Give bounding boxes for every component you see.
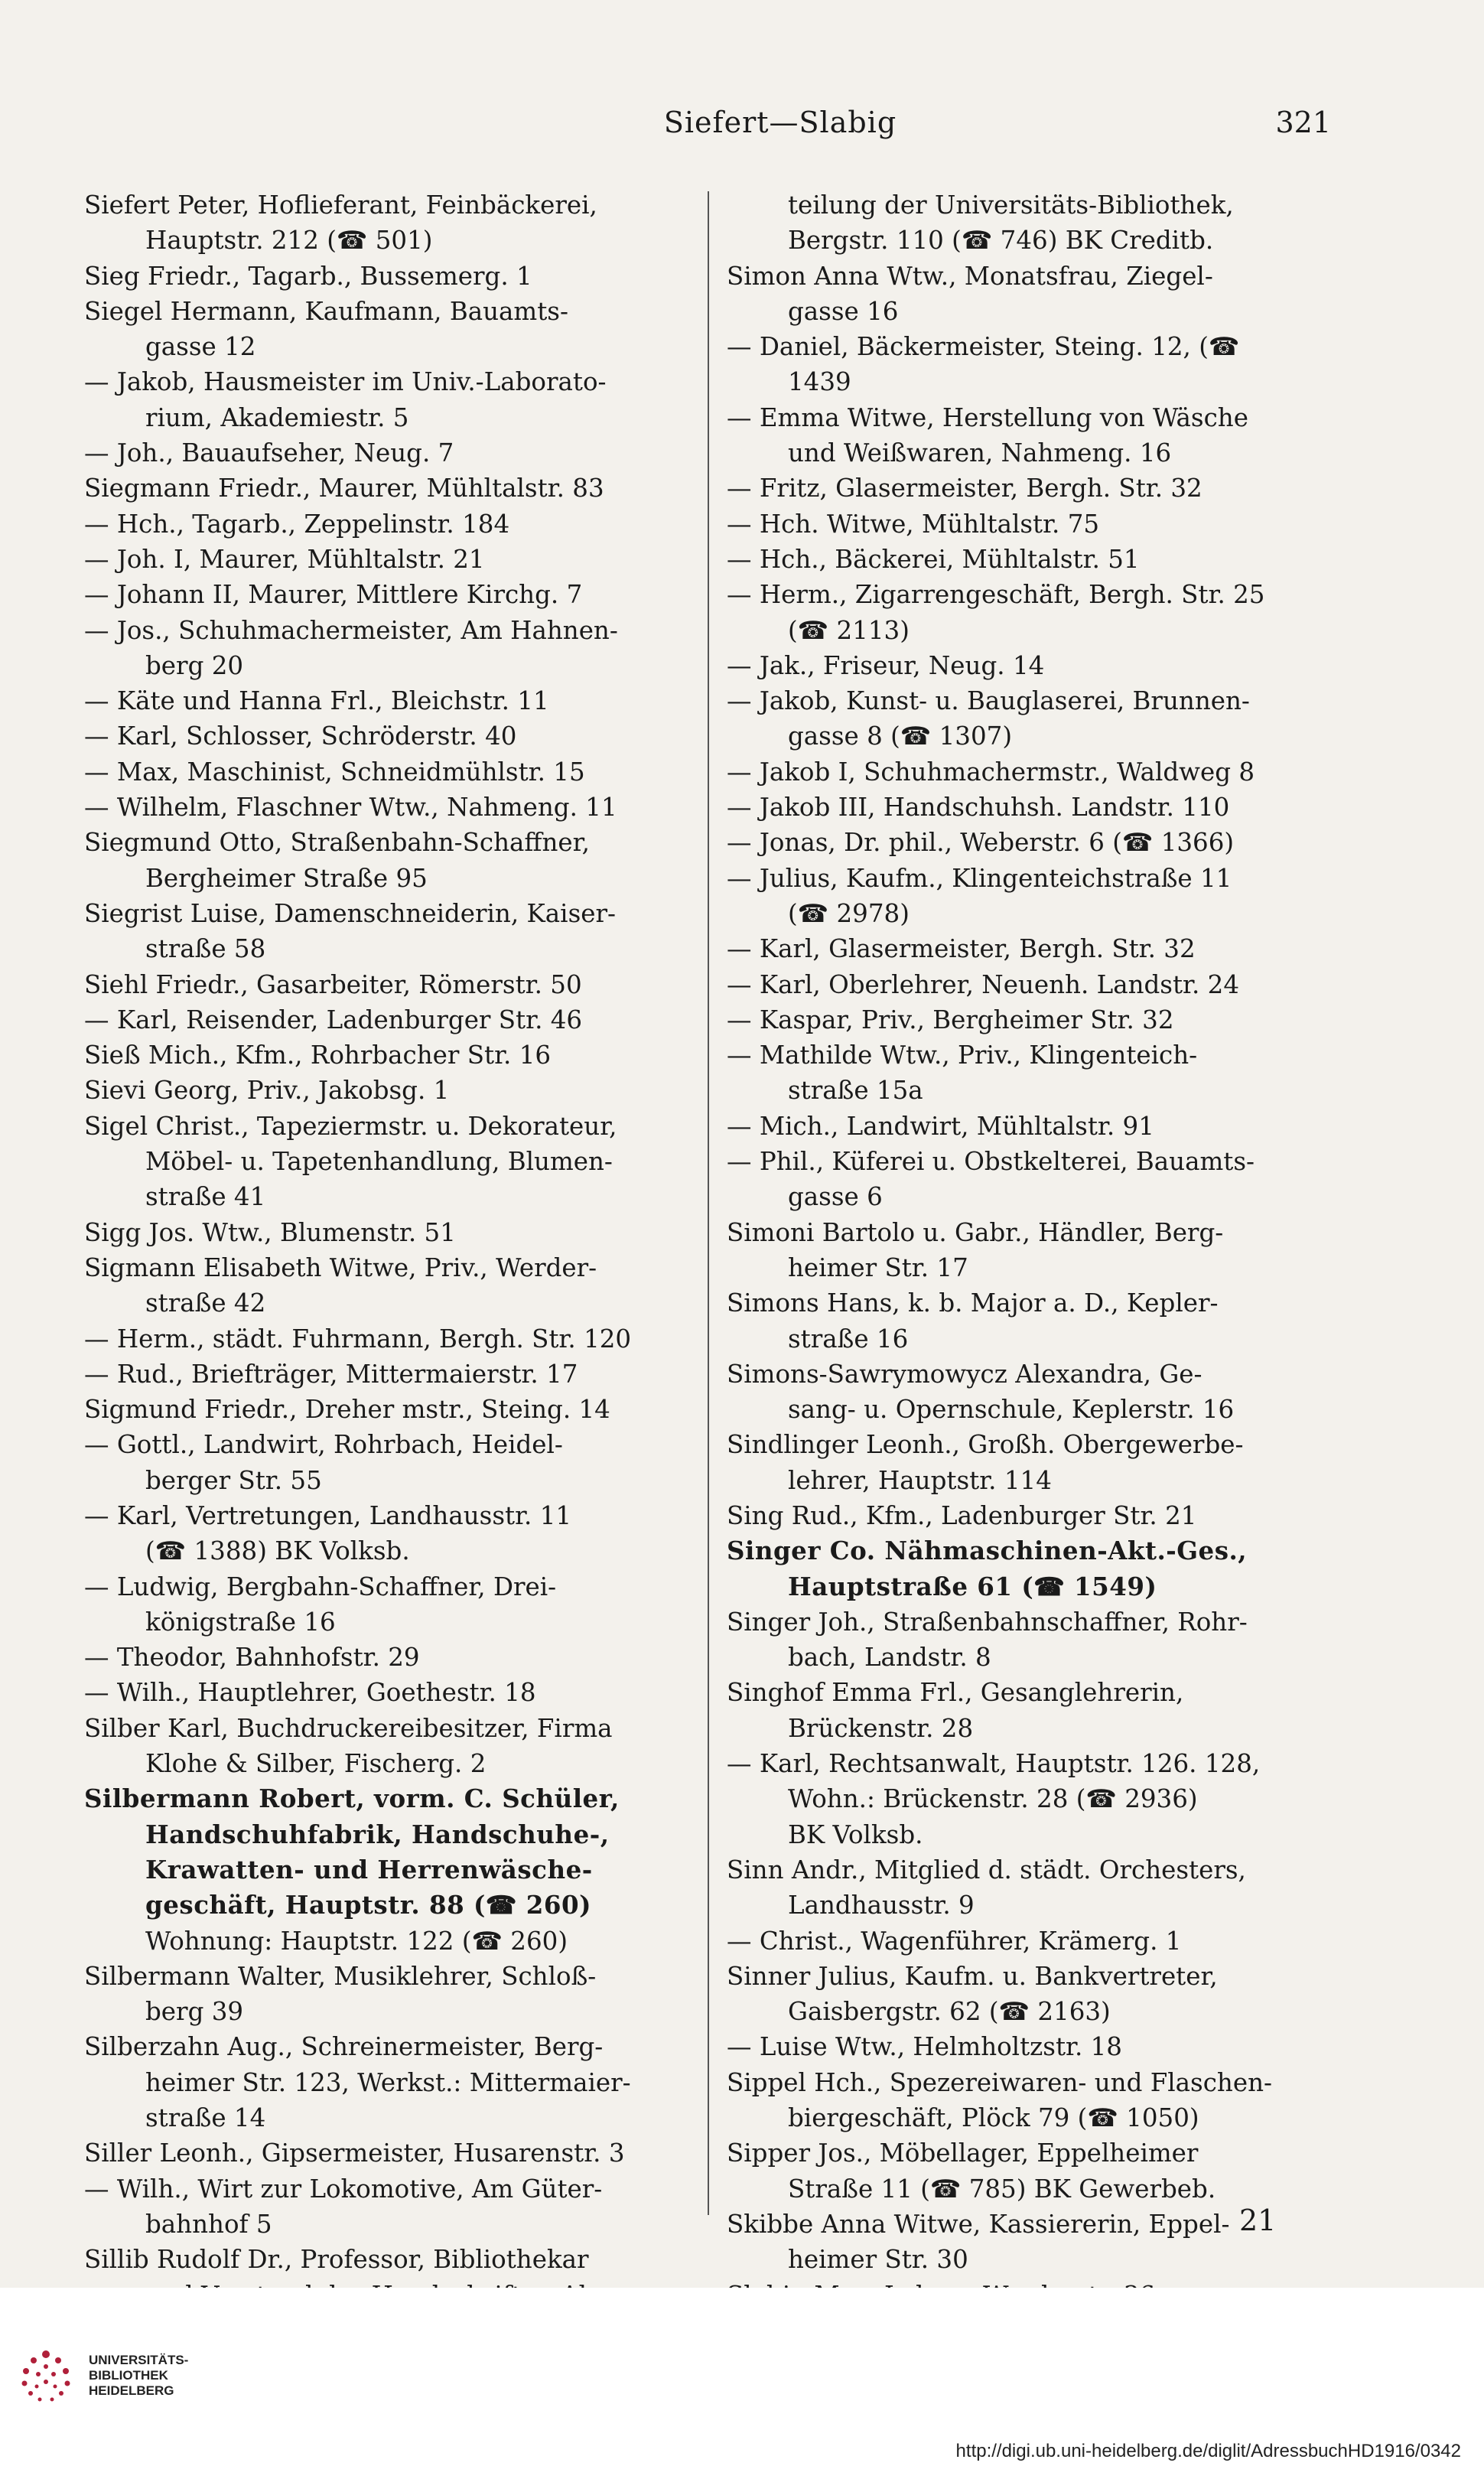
directory-line: (☎ 2978) (788, 898, 910, 928)
directory-line: Handschuhfabrik, Handschuhe-, (145, 1819, 610, 1849)
directory-line: Silbermann Robert, vorm. C. Schüler, (84, 1783, 620, 1814)
directory-line: — Wilh., Wirt zur Lokomotive, Am Güter- (84, 2174, 603, 2204)
right-column (727, 187, 1369, 2313)
directory-line: Gaisbergstr. 62 (☎ 2163) (788, 1997, 1111, 2027)
directory-line: Singer Joh., Straßenbahnschaffner, Rohr- (727, 1607, 1248, 1637)
directory-line: — Ludwig, Bergbahn-Schaffner, Drei- (84, 1572, 557, 1601)
directory-line: — Karl, Vertretungen, Landhausstr. 11 (84, 1500, 572, 1530)
directory-line: — Jonas, Dr. phil., Weberstr. 6 (☎ 1366) (727, 828, 1235, 858)
directory-line: gasse 16 (788, 296, 899, 326)
directory-line: Sieg Friedr., Tagarb., Bussemerg. 1 (84, 261, 532, 291)
directory-line: — Jakob, Hausmeister im Univ.-Laborato- (84, 367, 607, 397)
directory-line: Singer Co. Nähmaschinen-Akt.-Ges., (727, 1536, 1248, 1566)
directory-line: biergeschäft, Plöck 79 (☎ 1050) (788, 2103, 1199, 2133)
directory-line: gasse 6 (788, 1182, 883, 1212)
directory-line: Simons-Sawrymowycz Alexandra, Ge- (727, 1359, 1202, 1389)
source-url[interactable]: http://digi.ub.uni-heidelberg.de/diglit/AdressbuchHD1916/0342 (955, 2441, 1461, 2461)
directory-line: lehrer, Hauptstr. 114 (788, 1465, 1052, 1495)
directory-line: — Karl, Reisender, Ladenburger Str. 46 (84, 1005, 583, 1034)
directory-line: Sigmund Friedr., Dreher mstr., Steing. 14 (84, 1395, 610, 1425)
footer (0, 2288, 1484, 2492)
directory-line: — Hch. Witwe, Mühltalstr. 75 (727, 509, 1100, 539)
directory-line: sang- u. Opernschule, Keplerstr. 16 (788, 1395, 1235, 1425)
column-divider (708, 191, 709, 2215)
logo-line: HEIDELBERG (89, 2383, 174, 2398)
running-head: Siefert—Slabig (663, 106, 897, 139)
directory-line: heimer Str. 123, Werkst.: Mittermaier- (145, 2067, 631, 2097)
directory-line: — Rud., Briefträger, Mittermaierstr. 17 (84, 1359, 578, 1389)
directory-line: — Theodor, Bahnhofstr. 29 (84, 1643, 420, 1673)
directory-line: Sindlinger Leonh., Großh. Obergewerbe- (727, 1430, 1244, 1460)
directory-line: — Mich., Landwirt, Mühltalstr. 91 (727, 1111, 1154, 1141)
directory-line: — Karl, Oberlehrer, Neuenh. Landstr. 24 (727, 969, 1240, 999)
directory-line: straße 14 (145, 2103, 266, 2133)
directory-line: Siehl Friedr., Gasarbeiter, Römerstr. 50 (84, 969, 582, 999)
directory-line: heimer Str. 30 (788, 2245, 968, 2275)
directory-line: Hauptstraße 61 (☎ 1549) (788, 1571, 1157, 1601)
directory-line: Bergheimer Straße 95 (145, 863, 428, 893)
directory-line: — Phil., Küferei u. Obstkelterei, Bauamts- (727, 1147, 1255, 1177)
directory-line: (☎ 2113) (788, 615, 910, 645)
directory-line: Brückenstr. 28 (788, 1713, 974, 1743)
directory-line: Silbermann Walter, Musiklehrer, Schloß- (84, 1961, 597, 1991)
directory-line: — Karl, Glasermeister, Bergh. Str. 32 (727, 934, 1196, 964)
directory-line: gasse 12 (145, 332, 256, 362)
directory-line: berg 39 (145, 1997, 244, 2027)
university-seal-icon (15, 2345, 76, 2406)
directory-line: straße 16 (788, 1324, 909, 1353)
directory-line: — Johann II, Maurer, Mittlere Kirchg. 7 (84, 580, 583, 610)
directory-line: — Christ., Wagenführer, Krämerg. 1 (727, 1926, 1182, 1956)
directory-line: — Jakob III, Handschuhsh. Landstr. 110 (727, 793, 1230, 823)
directory-line: Singhof Emma Frl., Gesanglehrerin, (727, 1678, 1184, 1708)
directory-line: Wohnung: Hauptstr. 122 (☎ 260) (145, 1926, 568, 1956)
directory-line: bach, Landstr. 8 (788, 1643, 991, 1673)
directory-line: berg 20 (145, 650, 244, 680)
directory-line: Sipper Jos., Möbellager, Eppelheimer (727, 2139, 1199, 2168)
directory-line: 1439 (788, 367, 851, 397)
directory-line: — Herm., städt. Fuhrmann, Bergh. Str. 120 (84, 1324, 632, 1353)
directory-line: Siller Leonh., Gipsermeister, Husarenstr. 3 (84, 2139, 625, 2168)
directory-line: — Karl, Rechtsanwalt, Hauptstr. 126. 128, (727, 1749, 1261, 1779)
directory-line: — Julius, Kaufm., Klingenteichstraße 11 (727, 863, 1232, 893)
directory-line: Sievi Georg, Priv., Jakobsg. 1 (84, 1076, 450, 1106)
directory-line: — Daniel, Bäckermeister, Steing. 12, (☎ (727, 332, 1240, 362)
directory-line: Siegel Hermann, Kaufmann, Bauamts- (84, 296, 568, 326)
directory-line: — Fritz, Glasermeister, Bergh. Str. 32 (727, 474, 1202, 503)
page-number: 321 (1275, 106, 1331, 139)
directory-line: berger Str. 55 (145, 1465, 322, 1495)
directory-line: Skibbe Anna Witwe, Kassiererin, Eppel- (727, 2209, 1230, 2239)
directory-line: — Luise Wtw., Helmholtzstr. 18 (727, 2032, 1122, 2062)
directory-line: Sinner Julius, Kaufm. u. Bankvertreter, (727, 1961, 1218, 1991)
directory-line: — Herm., Zigarrengeschäft, Bergh. Str. 25 (727, 580, 1265, 610)
directory-line: Sillib Rudolf Dr., Professor, Bibliothekar (84, 2245, 589, 2275)
directory-line: Simon Anna Wtw., Monatsfrau, Ziegel- (727, 261, 1213, 291)
directory-line: — Hch., Tagarb., Zeppelinstr. 184 (84, 509, 510, 539)
directory-line: straße 41 (145, 1182, 266, 1212)
directory-line: straße 42 (145, 1288, 266, 1318)
directory-line: — Max, Maschinist, Schneidmühlstr. 15 (84, 757, 585, 787)
library-logo-text (89, 2353, 188, 2399)
directory-line: Sigg Jos. Wtw., Blumenstr. 51 (84, 1217, 456, 1247)
directory-line: Silberzahn Aug., Schreinermeister, Berg- (84, 2032, 604, 2062)
directory-line: Straße 11 (☎ 785) BK Gewerbeb. (788, 2174, 1216, 2204)
directory-line: Sippel Hch., Spezereiwaren- und Flaschen- (727, 2067, 1273, 2097)
directory-line: Wohn.: Brückenstr. 28 (☎ 2936) (788, 1784, 1198, 1814)
directory-line: — Joh., Bauaufseher, Neug. 7 (84, 438, 454, 468)
library-logo (15, 2345, 188, 2406)
directory-line: — Karl, Schlosser, Schröderstr. 40 (84, 722, 517, 751)
directory-line: — Jakob I, Schuhmachermstr., Waldweg 8 (727, 757, 1255, 787)
directory-line: — Mathilde Wtw., Priv., Klingenteich- (727, 1041, 1198, 1070)
directory-line: — Jakob, Kunst- u. Bauglaserei, Brunnen- (727, 686, 1250, 716)
directory-line: und Weißwaren, Nahmeng. 16 (788, 438, 1172, 468)
directory-line: — Wilh., Hauptlehrer, Goethestr. 18 (84, 1678, 536, 1708)
directory-line: — Kaspar, Priv., Bergheimer Str. 32 (727, 1005, 1174, 1034)
directory-line: (☎ 1388) BK Volksb. (145, 1536, 410, 1566)
directory-line: geschäft, Hauptstr. 88 (☎ 260) (145, 1890, 591, 1920)
directory-line: Bergstr. 110 (☎ 746) BK Creditb. (788, 226, 1214, 256)
directory-line: — Käte und Hanna Frl., Bleichstr. 11 (84, 686, 549, 716)
directory-line: Silber Karl, Buchdruckereibesitzer, Firma (84, 1713, 613, 1743)
directory-line: Siegrist Luise, Damenschneiderin, Kaiser- (84, 898, 617, 928)
directory-line: Siegmund Otto, Straßenbahn-Schaffner, (84, 828, 590, 858)
directory-line: Siefert Peter, Hoflieferant, Feinbäckerei, (84, 191, 597, 220)
directory-line: straße 15a (788, 1076, 923, 1106)
directory-line: Sieß Mich., Kfm., Rohrbacher Str. 16 (84, 1041, 552, 1070)
logo-line: UNIVERSITÄTS- (89, 2353, 189, 2367)
directory-line: Siegmann Friedr., Maurer, Mühltalstr. 83 (84, 474, 604, 503)
directory-line: straße 58 (145, 934, 266, 964)
directory-line: — Wilhelm, Flaschner Wtw., Nahmeng. 11 (84, 793, 617, 823)
directory-line: — Hch., Bäckerei, Mühltalstr. 51 (727, 544, 1140, 574)
signature-mark: 21 (1239, 2204, 1277, 2237)
directory-line: Möbel- u. Tapetenhandlung, Blumen- (145, 1147, 613, 1177)
directory-line: Sigmann Elisabeth Witwe, Priv., Werder- (84, 1253, 597, 1282)
directory-line: Simons Hans, k. b. Major a. D., Kepler- (727, 1288, 1219, 1318)
directory-line: — Emma Witwe, Herstellung von Wäsche (727, 402, 1248, 432)
directory-line: Sigel Christ., Tapeziermstr. u. Dekorateur, (84, 1111, 617, 1141)
directory-line: Sing Rud., Kfm., Ladenburger Str. 21 (727, 1500, 1197, 1530)
directory-line: — Jos., Schuhmachermeister, Am Hahnen- (84, 615, 618, 645)
directory-line: — Joh. I, Maurer, Mühltalstr. 21 (84, 544, 485, 574)
directory-line: rium, Akademiestr. 5 (145, 402, 409, 432)
directory-line: — Gottl., Landwirt, Rohrbach, Heidel- (84, 1430, 563, 1460)
directory-line: bahnhof 5 (145, 2209, 272, 2239)
directory-line: Sinn Andr., Mitglied d. städt. Orchesters, (727, 1855, 1246, 1884)
directory-line: gasse 8 (☎ 1307) (788, 722, 1012, 751)
directory-line: Klohe & Silber, Fischerg. 2 (145, 1749, 487, 1779)
directory-line: Krawatten- und Herrenwäsche- (145, 1854, 593, 1884)
directory-line: heimer Str. 17 (788, 1253, 968, 1282)
directory-line: königstraße 16 (145, 1607, 336, 1637)
directory-line: teilung der Universitäts-Bibliothek, (788, 191, 1234, 220)
directory-line: Simoni Bartolo u. Gabr., Händler, Berg- (727, 1217, 1224, 1247)
directory-line: BK Volksb. (788, 1819, 923, 1849)
directory-line: Landhausstr. 9 (788, 1891, 975, 1920)
directory-line: Hauptstr. 212 (☎ 501) (145, 226, 433, 256)
logo-line: BIBLIOTHEK (89, 2368, 168, 2383)
left-column (84, 187, 711, 2313)
directory-line: — Jak., Friseur, Neug. 14 (727, 650, 1045, 680)
